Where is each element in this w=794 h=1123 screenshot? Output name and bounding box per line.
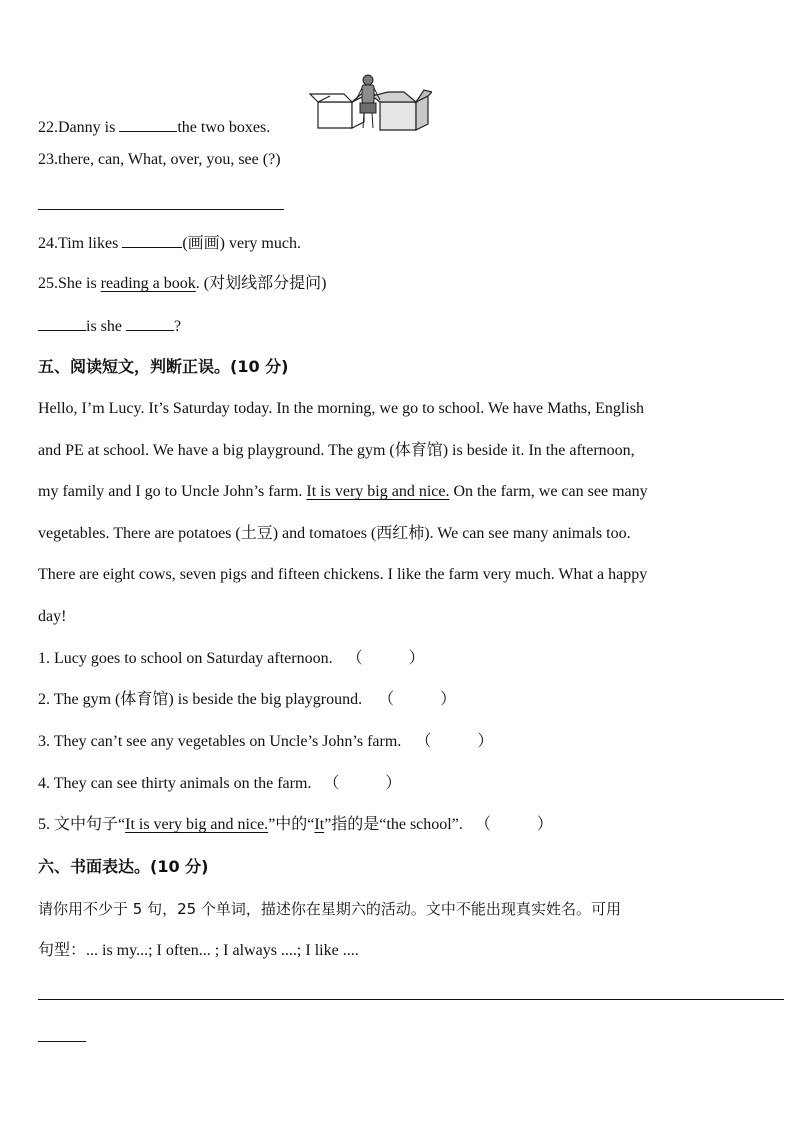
answer-paren-close: ） [408,650,425,667]
q22-number: 22. [38,119,58,136]
answer-paren-close: ） [477,733,494,750]
passage-line-3-b: On the farm, we can see many [449,483,648,500]
judge-item-3 [38,732,493,752]
question-23 [38,150,281,170]
writing-answer-line-short[interactable] [38,1041,86,1042]
passage-line-3-a: my family and I go to Uncle John’s farm. [38,483,307,500]
answer-paren-open: （ [378,691,395,708]
passage-line: Hello, I’m Lucy. It’s Saturday today. In the morning, we go to school. We have Maths, English [38,400,645,417]
q25-text-after: . (对划线部分提问) [195,275,327,292]
judge-item-text: 4. They can see thirty animals on the farm. [38,775,312,792]
q25-number: 25. [38,275,58,292]
q25-answer-mid: is she [86,318,126,335]
question-22 [38,117,270,138]
q24-text-before: Tim likes [58,235,123,252]
q22-text-before: Danny is [58,119,120,136]
section-5-heading: 五、阅读短文，判断正误。(10 分) [38,357,289,376]
section-6-heading: 六、书面表达。(10 分) [38,857,209,876]
q24-answer-blank[interactable] [122,233,182,248]
q22-answer-blank[interactable] [119,117,177,132]
q25-answer-blank-2[interactable] [126,316,174,331]
answer-paren-close: ） [536,816,553,833]
passage-line: vegetables. There are potatoes (土豆) and tomatoes (西红柿). We can see many animals too. [38,525,631,542]
question-24 [38,233,301,254]
q25-answer-blank-1[interactable] [38,316,86,331]
answer-paren-open: （ [323,775,340,792]
writing-instructions-line-2: 句型：... is my...; I often... ; I always ....; I like .... [38,942,359,959]
passage-line: There are eight cows, seven pigs and fifteen chickens. I like the farm very much. What a happy [38,566,648,583]
answer-paren-open: （ [415,733,432,750]
q22-text-after: the two boxes. [177,119,271,136]
q25-underlined-phrase: reading a book [100,275,196,292]
judge-item-5-quoted-sentence: It is very big and nice. [125,816,269,833]
passage-line: and PE at school. We have a big playground. The gym (体育馆) is beside it. In the afternoon, [38,442,635,459]
writing-instructions-line-1: 请你用不少于 5 句，25 个单词，描述你在星期六的活动。文中不能出现真实姓名。可用 [38,900,621,918]
answer-paren-close: ） [440,691,457,708]
passage-line [38,482,648,502]
judge-item-text: 3. They can’t see any vegetables on Uncle’s John’s farm. [38,733,402,750]
question-25-answer [38,316,181,337]
q25-answer-end: ? [174,318,182,335]
judge-item-text: 2. The gym (体育馆) is beside the big playground. [38,691,363,708]
q23-number: 23. [38,151,58,168]
q23-words: there, can, What, over, you, see (?) [58,151,281,168]
q25-text-before: She is [58,275,101,292]
judge-item-5-c: ”指的是“the school”. [324,816,463,833]
judge-item-2 [38,690,456,710]
answer-paren-open: （ [346,650,363,667]
judge-item-4 [38,774,401,794]
q24-number: 24. [38,235,58,252]
two-boxes-with-boy-icon [308,72,432,134]
answer-paren-close: ） [385,775,402,792]
judge-item-5-b: ”中的“ [268,816,315,833]
judge-item-5-a: 5. 文中句子“ [38,816,126,833]
passage-underlined-sentence: It is very big and nice. [306,483,450,500]
judge-item-5-it: It [314,816,325,833]
writing-answer-line[interactable] [38,999,784,1000]
answer-paren-open: （ [474,816,491,833]
judge-item-5 [38,815,553,835]
judge-item-1 [38,649,425,669]
passage-line: day! [38,608,67,625]
q24-text-after: (画画) very much. [182,235,301,252]
judge-item-text: 1. Lucy goes to school on Saturday afternoon. [38,650,333,667]
q23-answer-line[interactable] [38,209,284,210]
question-25 [38,274,326,294]
